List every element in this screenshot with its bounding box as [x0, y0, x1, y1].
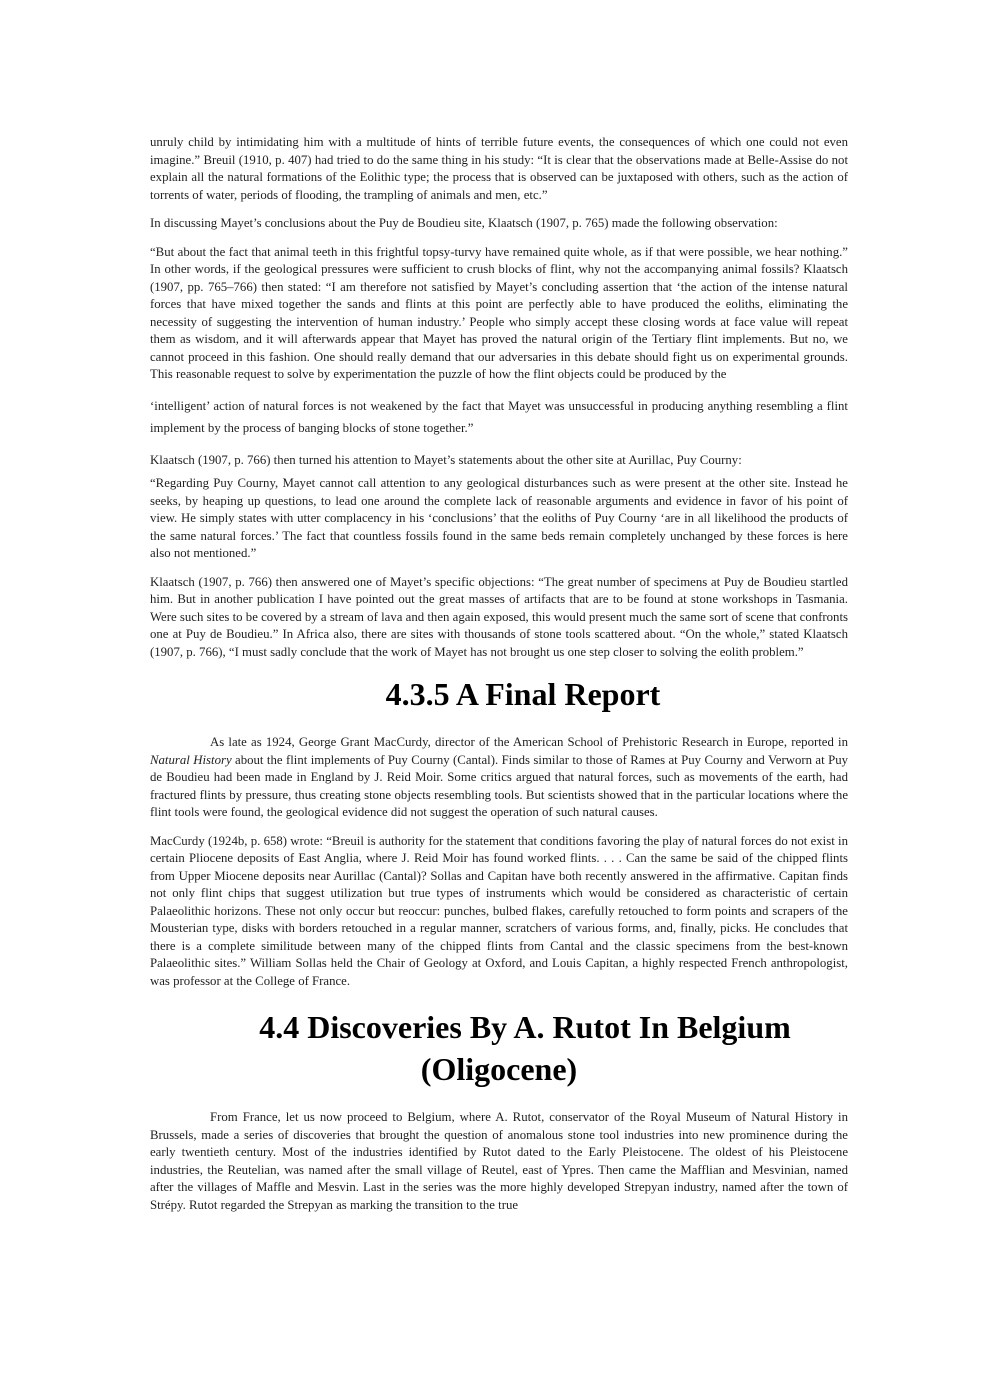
paragraph-klaatsch-quote-1: “But about the fact that animal teeth in this frightful topsy-turvy have remained quite whole, as if that were possible, we hear nothing.” In other words, if the geological pressures were sufficient to crush blocks of flint, why not the accompanying animal fossils? Klaatsch (1907, pp. 765–766) then stated: “I am therefore not satisfied by Mayet’s concluding assertion that ‘the action of the intense natural forces that have mixed together the sands and flints at this point are perfectly able to have produced the eoliths, eliminating the necessity of suggesting the intervention of human industry.’ People who simply accept these closing words at face value will repeat them as wisdom, and it will afterwards appear that Mayet has proved the natural origin of the Tertiary flint implements. But no, we cannot proceed in this fashion. One should really demand that our adversaries in this debate should fight us on experimental grounds. This reasonable request to solve by experimentation the puzzle of how the flint objects could be produced by the — [150, 244, 848, 381]
paragraph-maccurdy-intro — [150, 734, 848, 822]
paragraph-rutot-intro: From France, let us now proceed to Belgium, where A. Rutot, conservator of the Royal Museum of Natural History in Brussels, made a series of discoveries that brought the question of anomalous stone tool industries into new prominence during the early twentieth century. Most of the industries identified by Rutot dated to the Early Pleistocene. The oldest of his Pleistocene industries, the Reutelian, was named after the small village of Reutel, east of Ypres. Then came the Mafflian and Mesvinian, named after the villages of Maffle and Mesvin. Last in the series was the more highly developed Strepyan industry, named after the town of Strépy. Rutot regarded the Strepyan as marking the transition to the true — [150, 1110, 848, 1212]
journal-title-italic: Natural History — [150, 752, 232, 767]
paragraph-maccurdy-quote: MacCurdy (1924b, p. 658) wrote: “Breuil is authority for the statement that conditions favoring the play of natural forces do not exist in certain Pliocene deposits of East Anglia, where J. Reid Moir has found worked flints. . . . Can the same be said of the chipped flints from Upper Miocene deposits near Aurillac (Cantal)? Sollas and Capitan have both recently answered in the affirmative. Capitan finds not only flint chips that suggest utilization but true types of instruments which would be considered as characteristic of certain Palaeolithic horizons. These not only occur but reoccur: punches, bulbed flakes, carefully retouched to form points and scrapers of the Mousterian type, disks with borders retouched in a regular manner, scratchers of various forms, and, finally, picks. He concludes that there is a complete similitude between many of the chipped flints from Cantal and the classic specimens from the best-known Palaeolithic sites.” William Sollas held the Chair of Geology at Oxford, and Louis Capitan, a highly respected French anthropologist, was professor at the College of France. — [150, 833, 848, 988]
paragraph-klaatsch-quote-2: “Regarding Puy Courny, Mayet cannot call attention to any geological disturbances such as were present at the other site. Instead he seeks, by heaping up questions, to lead one around the complete lack of reasonable arguments and evidence in favor of his point of view. He simply states with utter complacency in his ‘conclusions’ that the eoliths of Puy Courny ‘are in all likelihood the products of the same natural forces.’ The fact that countless fossils found in the same beds remain completely unchanged by these forces is here also not mentioned.” — [150, 476, 848, 560]
paragraph-puy-courny-intro: Klaatsch (1907, p. 766) then turned his attention to Mayet’s statements about the other site at Aurillac, Puy Courny: — [150, 452, 742, 467]
text-column — [150, 134, 848, 1225]
text-segment: As late as 1924, George Grant MacCurdy, director of the American School of Prehistoric Research in Europe, reported in — [210, 735, 848, 749]
paragraph-continuation: unruly child by intimidating him with a multitude of hints of terrible future events, the consequences of which one could not even imagine.” Breuil (1910, p. 407) had tried to do the same thing in his study: “It is clear that the observations made at Belle-Assise do not explain all the natural formations of the Eolithic type; the process that is observed can be juxtaposed with others, such as the action of torrents of water, periods of flooding, the trampling of animals and men, etc.” — [150, 135, 848, 202]
paragraph-klaatsch-quote-3: Klaatsch (1907, p. 766) then answered one of Mayet’s specific objections: “The great number of specimens at Puy de Boudieu startled him. But in another publication I have pointed out the great masses of artifacts that are to be found at stone workshops in Tasmania. Were such sites to be covered by a stream of lava and then again exposed, this would present much the same sort of scene that confronts one at Puy de Boudieu.” In Africa also, there are sites with thousands of stone tools scattered about. “On the whole,” stated Klaatsch (1907, p. 766), “I must sadly conclude that the work of Mayet has not brought us one step closer to solving the eolith problem.” — [150, 574, 848, 659]
heading-line-2: (Oligocene) — [420, 1051, 578, 1087]
paragraph-klaatsch-intro: In discussing Mayet’s conclusions about the Puy de Boudieu site, Klaatsch (1907, p. 765) made the following observation: — [150, 216, 778, 230]
paragraph-klaatsch-quote-1-end: ‘intelligent’ action of natural forces is not weakened by the fact that Mayet was unsuccessful in producing anything resembling a flint implement by the process of banging blocks of stone together.” — [150, 398, 848, 435]
heading-line-1: 4.4 Discoveries By A. Rutot In Belgium — [259, 1009, 791, 1045]
text-segment: about the flint implements of Puy Courny (Cantal). Finds similar to those of Rames at Puy Courny and Verworn at Puy de Boudieu had been made in England by J. Reid Moir. Some critics argued that natural forces, such as movements of the earth, had fractured flints by pressure, thus creating stone objects resembling tools. But scientists showed that in the particular locations where the flint tools were found, the geological evidence did not suggest the operation of such natural causes. — [150, 752, 848, 819]
section-heading-4-4 — [150, 1006, 848, 1090]
section-heading-4-3-5: 4.3.5 A Final Report — [385, 676, 661, 712]
